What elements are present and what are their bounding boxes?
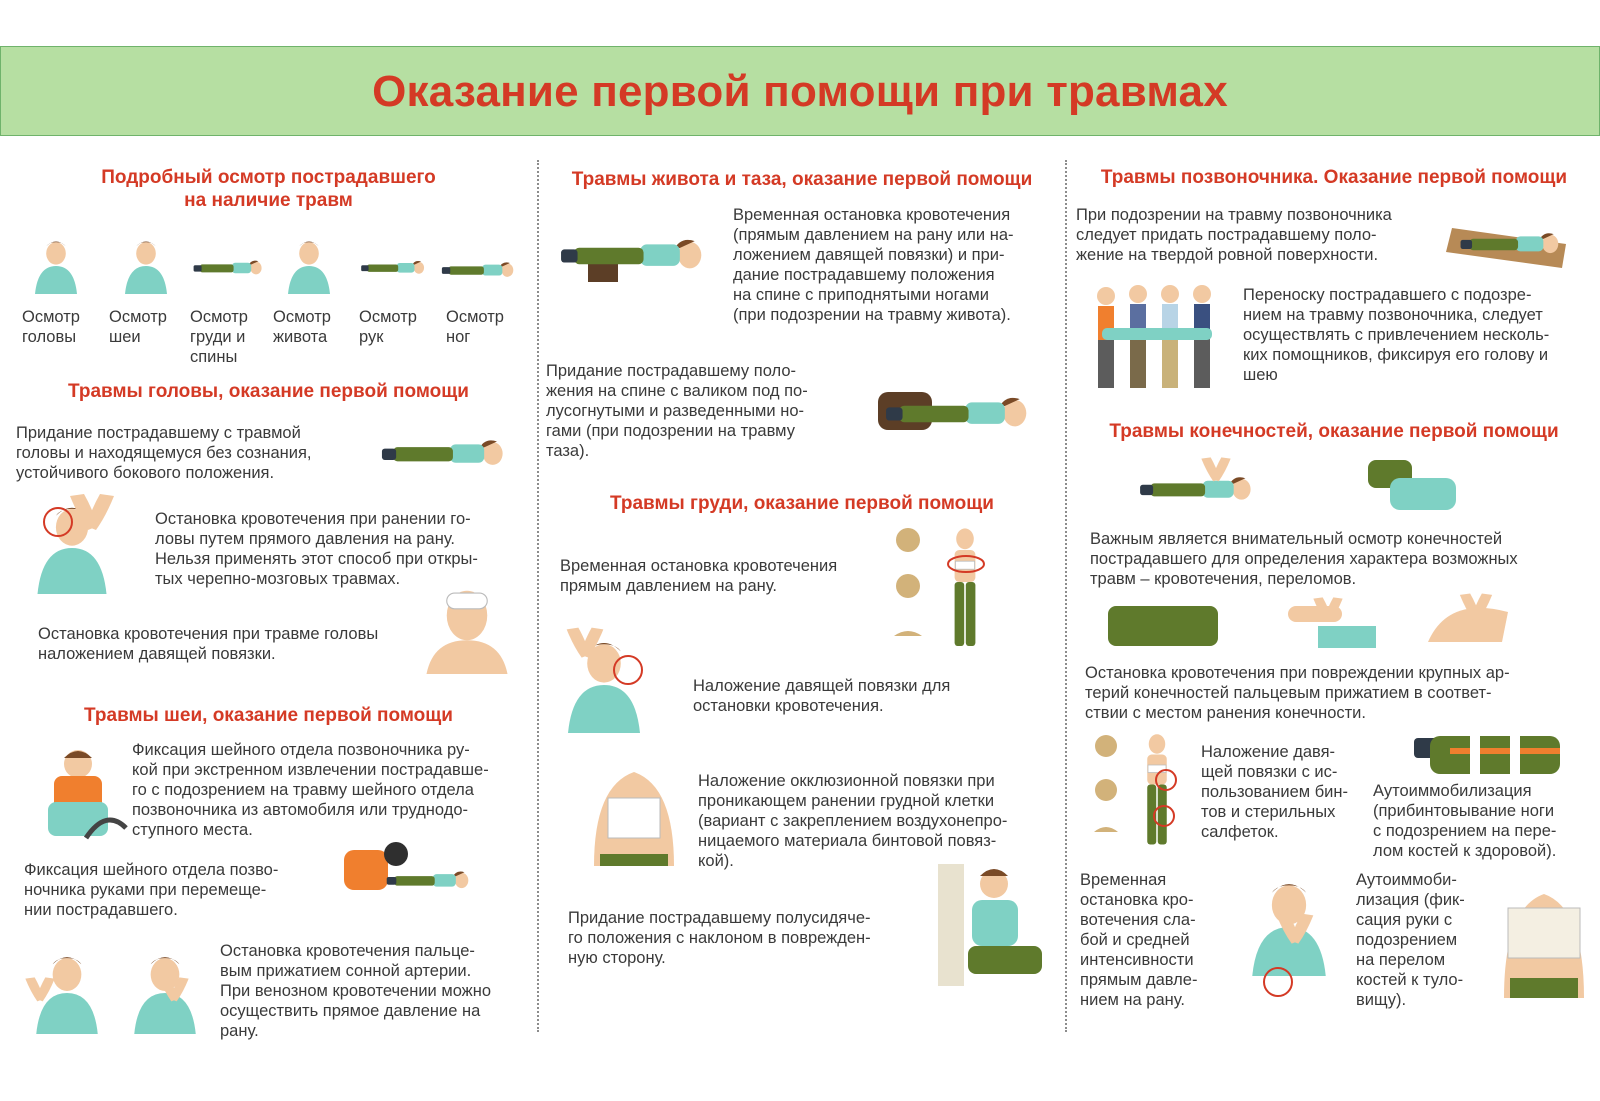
column-divider: [1065, 160, 1067, 1032]
occlusive-dressing-illustration: [586, 758, 680, 866]
text-line: Придание пострадавшему полусидяче-: [568, 909, 871, 927]
text-line: При венозном кровотечении можно: [220, 982, 492, 1000]
text-line: нием на рану.: [1080, 991, 1185, 1009]
text-neck-extraction: [132, 740, 532, 840]
text-line: Остановка кровотечения пальце-: [220, 942, 475, 960]
column-divider: [537, 160, 539, 1032]
text-line: таза).: [546, 442, 590, 460]
title-banner: [0, 46, 1600, 136]
legs-raised-illustration: [548, 212, 716, 284]
text-line: Остановка кровотечения при ранении го-: [155, 510, 471, 528]
text-line: дание пострадавшему положения: [733, 266, 995, 284]
text-line: Важным является внимательный осмотр конечностей: [1090, 530, 1503, 548]
caption-exam-chest: [190, 307, 270, 367]
text-line: ких помощников, фиксируя его голову и: [1243, 346, 1549, 364]
text-line: Аутоиммобилизация: [1373, 782, 1532, 800]
text-chest-direct-pressure: [560, 556, 880, 596]
exam-legs-illustration: [436, 244, 520, 292]
arm-pressure-illustration: [1278, 596, 1378, 652]
text-line: сация руки с: [1356, 911, 1453, 929]
caption-line: Осмотр: [109, 308, 167, 326]
text-line: При подозрении на травму позвоночника: [1076, 206, 1392, 224]
text-chest-semi-sitting: [568, 908, 918, 968]
exam-arms-illustration: [356, 240, 430, 292]
text-line: го положения с наклоном в поврежден-: [568, 929, 871, 947]
text-line: Переноску пострадавшего с подозре-: [1243, 286, 1532, 304]
caption-exam-arms: [359, 307, 439, 347]
text-line: ступного места.: [132, 821, 253, 839]
arm-exam-illustration: [1360, 452, 1464, 516]
text-line: остановка кро-: [1080, 891, 1194, 909]
text-line: (вариант с закреплением воздухонепро-: [698, 812, 1008, 830]
text-line: с подозрением на пере-: [1373, 822, 1557, 840]
text-line: ложением давящей повязки) и при-: [733, 246, 1005, 264]
caption-line: груди и: [190, 328, 246, 346]
section-heading-limbs: Травмы конечностей, оказание первой помощи: [1109, 421, 1559, 442]
text-line: интенсивности: [1080, 951, 1194, 969]
text-line: проникающем ранении грудной клетки: [698, 792, 995, 810]
head-bandage-illustration: [422, 584, 512, 674]
text-chest-occlusive-dressing: [698, 771, 1048, 871]
text-line: вотечения сла-: [1080, 911, 1196, 929]
caption-exam-head: [22, 307, 102, 347]
text-limbs-arm-autoimmobilization: [1356, 870, 1476, 1010]
text-line: тых черепно-мозговых травмах.: [155, 570, 401, 588]
text-line: Остановка кровотечения при повреждении крупных ар-: [1085, 664, 1510, 682]
text-line: Придание пострадавшему с травмой: [16, 424, 301, 442]
elbow-pressure-illustration: [1424, 592, 1522, 648]
chest-pressure-bandage-illustration: [556, 626, 656, 734]
text-limbs-artery-pressure: [1085, 663, 1590, 723]
caption-line: Осмотр: [273, 308, 331, 326]
text-line: Аутоиммоби-: [1356, 871, 1457, 889]
text-head-recovery-position: [16, 423, 356, 483]
text-limbs-leg-autoimmobilization: [1373, 781, 1593, 861]
text-line: Остановка кровотечения при травме головы: [38, 625, 379, 643]
caption-line: головы: [22, 328, 77, 346]
text-line: наложением давящей повязки.: [38, 645, 276, 663]
text-line: ную сторону.: [568, 949, 666, 967]
leg-autoimmobilization-illustration: [1410, 728, 1564, 782]
section-heading-exam: [0, 166, 537, 212]
caption-line: Осмотр: [446, 308, 504, 326]
section-heading-abdomen: Травмы живота и таза, оказание первой помощи: [571, 169, 1033, 190]
text-head-direct-pressure: [155, 509, 525, 589]
text-line: позвоночника из автомобиля или труднодо-: [132, 801, 469, 819]
heading-line: Подробный осмотр пострадавшего: [101, 167, 436, 188]
section-heading-neck: Травмы шеи, оказание первой помощи: [84, 705, 453, 726]
text-line: рану.: [220, 1022, 259, 1040]
carotid-pressure-illustration: [20, 946, 112, 1036]
semi-sitting-illustration: [938, 864, 1044, 986]
text-line: осуществлять с привлечением несколь-: [1243, 326, 1550, 344]
caption-line: спины: [190, 348, 238, 366]
text-line: на перелом: [1356, 951, 1446, 969]
carotid-pressure-illustration: [118, 946, 210, 1036]
exam-neck-illustration: [110, 238, 182, 294]
section-heading-head: Травмы головы, оказание первой помощи: [67, 381, 469, 402]
text-line: прямым давлением на рану.: [560, 577, 777, 595]
text-line: Наложение давящей повязки для: [693, 677, 951, 695]
text-line: вым прижатием сонной артерии.: [220, 962, 472, 980]
text-line: осуществить прямое давление на: [220, 1002, 481, 1020]
section-heading-chest: Травмы груди, оказание первой помощи: [610, 493, 994, 514]
text-line: бой и средней: [1080, 931, 1190, 949]
text-line: остановки кровотечения.: [693, 697, 884, 715]
neck-hand-fixation-illustration: [344, 840, 476, 920]
text-line: ловы путем прямого давления на рану.: [155, 530, 456, 548]
caption-line: Осмотр: [359, 308, 417, 326]
text-line: ствии с местом ранения конечности.: [1085, 704, 1366, 722]
text-line: ночника руками при перемеще-: [24, 881, 267, 899]
text-line: кой при экстренном извлечении пострадавше-: [132, 761, 489, 779]
text-neck-hand-fixation: [24, 860, 324, 920]
text-line: травм – кровотечения, переломов.: [1090, 570, 1357, 588]
caption-line: шеи: [109, 328, 141, 346]
text-line: прямым давле-: [1080, 971, 1198, 989]
text-line: Фиксация шейного отдела позвоночника ру-: [132, 741, 470, 759]
caption-line: живота: [273, 328, 328, 346]
caption-line: Осмотр: [190, 308, 248, 326]
text-line: терий конечностей пальцевым прижатием в соответ-: [1085, 684, 1492, 702]
text-line: ницаемого материала бинтовой повяз-: [698, 832, 997, 850]
text-line: лом костей к здоровой).: [1373, 842, 1557, 860]
text-line: (прямым давлением на рану или на-: [733, 226, 1014, 244]
text-line: устойчивого бокового положения.: [16, 464, 275, 482]
text-line: Наложение окклюзионной повязки при: [698, 772, 995, 790]
text-line: салфеток.: [1201, 823, 1279, 841]
text-limbs-pressure-bandage: [1201, 742, 1361, 842]
thigh-pressure-illustration: [1104, 600, 1222, 652]
text-line: костей к туло-: [1356, 971, 1464, 989]
text-line: подозрением: [1356, 931, 1458, 949]
exam-abdomen-illustration: [272, 238, 346, 294]
caption-exam-legs: [446, 307, 526, 347]
text-spine-flat-surface: [1076, 205, 1436, 265]
spine-board-illustration: [1442, 208, 1576, 274]
chest-bandage-standing-illustration: [890, 526, 1000, 654]
text-abdomen-pelvis: [546, 361, 846, 461]
arm-autoimmobilization-illustration: [1498, 878, 1590, 998]
spine-carry-illustration: [1092, 284, 1220, 390]
heading-line: на наличие травм: [184, 190, 353, 211]
head-pressure-illustration: [22, 492, 140, 594]
pelvis-roller-illustration: [872, 372, 1042, 442]
text-line: Придание пострадавшему поло-: [546, 362, 796, 380]
text-line: кой).: [698, 852, 734, 870]
text-line: лизация (фик-: [1356, 891, 1465, 909]
caption-line: рук: [359, 328, 384, 346]
text-line: щей повязки с ис-: [1201, 763, 1338, 781]
text-chest-pressure-bandage: [693, 676, 993, 716]
text-neck-carotid-pressure: [220, 941, 530, 1041]
caption-exam-neck: [109, 307, 189, 347]
text-line: головы и находящемуся без сознания,: [16, 444, 312, 462]
text-line: Временная: [1080, 871, 1167, 889]
text-limbs-inspection: [1090, 529, 1590, 589]
neck-car-extraction-illustration: [28, 742, 128, 842]
text-line: (при подозрении на травму живота).: [733, 306, 1011, 324]
text-line: нием на травму позвоночника, следует: [1243, 306, 1543, 324]
caption-line: Осмотр: [22, 308, 80, 326]
leg-exam-illustration: [1126, 456, 1266, 516]
text-line: Наложение давя-: [1201, 743, 1336, 761]
caption-exam-abdomen: [273, 307, 353, 347]
text-abdomen-legs-raised: [733, 205, 1058, 325]
text-line: на спине с приподнятыми ногами: [733, 286, 989, 304]
text-limbs-direct-pressure: [1080, 870, 1210, 1010]
text-line: лусогнутыми и разведенными но-: [546, 402, 804, 420]
text-line: вищу).: [1356, 991, 1407, 1009]
text-line: го с подозрением на травму шейного отдела: [132, 781, 474, 799]
text-head-pressure-bandage: [38, 624, 418, 664]
text-line: жения на спине с валиком под по-: [546, 382, 808, 400]
text-line: следует придать пострадавшему поло-: [1076, 226, 1377, 244]
text-spine-carry: [1243, 285, 1588, 385]
recovery-position-illustration: [372, 420, 514, 480]
page-title: Оказание первой помощи при травмах: [372, 67, 1228, 116]
text-line: нии пострадавшего.: [24, 901, 178, 919]
text-line: Временная остановка кровотечения: [733, 206, 1011, 224]
text-line: (прибинтовывание ноги: [1373, 802, 1555, 820]
text-line: тов и стерильных: [1201, 803, 1336, 821]
exam-head-illustration: [20, 238, 92, 294]
section-heading-spine: Травмы позвоночника. Оказание первой помощи: [1100, 167, 1568, 188]
text-line: пострадавшего для определения характера возможных: [1090, 550, 1518, 568]
text-line: Временная остановка кровотечения: [560, 557, 838, 575]
text-line: Фиксация шейного отдела позво-: [24, 861, 279, 879]
text-line: гами (при подозрении на травму: [546, 422, 795, 440]
text-line: жение на твердой ровной поверхности.: [1076, 246, 1379, 264]
text-line: шею: [1243, 366, 1278, 384]
caption-line: ног: [446, 328, 471, 346]
exam-chest-illustration: [188, 240, 268, 292]
text-line: пользованием бин-: [1201, 783, 1348, 801]
limb-direct-pressure-illustration: [1240, 872, 1338, 1000]
text-line: Нельзя применять этот способ при откры-: [155, 550, 478, 568]
limb-bandage-standing-illustration: [1092, 732, 1188, 852]
